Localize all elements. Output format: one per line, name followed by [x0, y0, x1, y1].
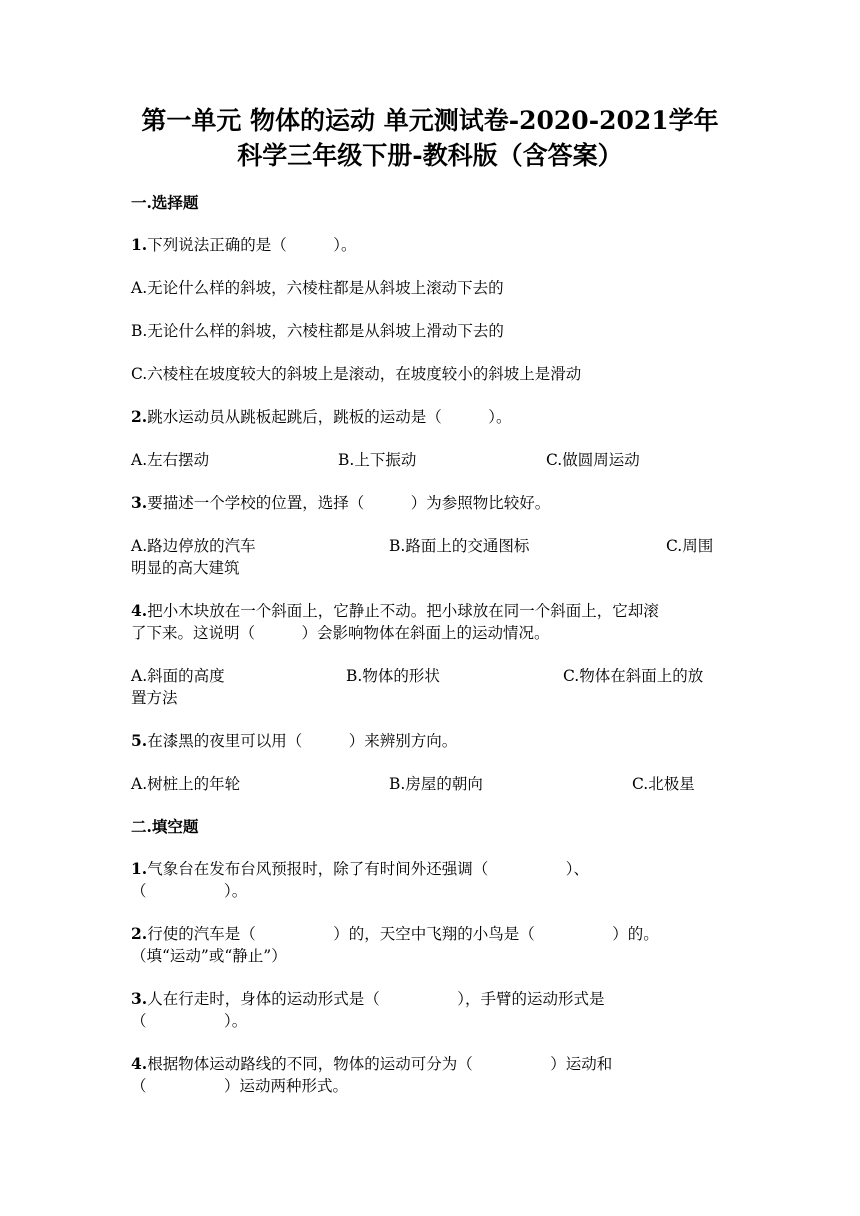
question-text: 根据物体运动路线的不同，物体的运动可分为（ ）运动和	[147, 1055, 613, 1073]
question-number: 4.	[131, 601, 148, 620]
question-3-stem	[131, 492, 550, 514]
fill-question-4-continued: （ ）运动两种形式。	[131, 1077, 349, 1095]
option-b: B.上下振动	[338, 451, 417, 469]
question-number: 2.	[131, 407, 148, 426]
option-a: A.斜面的高度	[131, 667, 225, 685]
fill-question-4	[131, 1053, 612, 1075]
option-b: B.物体的形状	[346, 667, 440, 685]
section-heading-choice: 一.选择题	[131, 193, 199, 212]
option-b: B.无论什么样的斜坡，六棱柱都是从斜坡上滑动下去的	[131, 322, 504, 340]
fill-question-3	[131, 988, 604, 1010]
fill-question-2-continued: （填“运动”或“静止”）	[131, 947, 287, 965]
question-text: 跳水运动员从跳板起跳后，跳板的运动是（ ）。	[147, 408, 512, 426]
option-b: B.路面上的交通图标	[389, 537, 530, 555]
question-text: 要描述一个学校的位置，选择（ ）为参照物比较好。	[147, 494, 551, 512]
option-c: C.北极星	[632, 775, 695, 793]
section-heading-fill-blank: 二.填空题	[131, 817, 199, 836]
question-2-stem	[131, 406, 511, 428]
option-a: A.无论什么样的斜坡，六棱柱都是从斜坡上滚动下去的	[131, 279, 504, 297]
question-number: 1.	[131, 235, 148, 254]
question-text: 在漆黑的夜里可以用（ ）来辨别方向。	[147, 732, 458, 750]
question-4-stem	[131, 600, 659, 622]
question-number: 4.	[131, 1054, 148, 1073]
fill-question-1-continued: （ ）。	[131, 882, 248, 900]
page-title-line1: 第一单元 物体的运动 单元测试卷-2020-2021学年	[141, 106, 719, 135]
question-number: 3.	[131, 493, 148, 512]
question-number: 2.	[131, 924, 148, 943]
question-number: 5.	[131, 731, 148, 750]
fill-question-1	[131, 858, 589, 880]
fill-question-2	[131, 923, 659, 945]
option-c: C.六棱柱在坡度较大的斜坡上是滚动，在坡度较小的斜坡上是滑动	[131, 365, 582, 383]
question-number: 1.	[131, 859, 148, 878]
option-c-continued: 置方法	[131, 689, 178, 707]
option-c-continued: 明显的高大建筑	[131, 559, 240, 577]
option-a: A.路边停放的汽车	[131, 537, 256, 555]
option-c: C.做圆周运动	[546, 451, 640, 469]
option-a: A.左右摆动	[131, 451, 210, 469]
question-text: 气象台在发布台风预报时，除了有时间外还强调（ ）、	[147, 860, 589, 878]
page-title-line2: 科学三年级下册-教科版（含答案）	[237, 141, 623, 170]
fill-question-3-continued: （ ）。	[131, 1012, 248, 1030]
question-text: 行使的汽车是（ ）的，天空中飞翔的小鸟是（ ）的。	[147, 925, 659, 943]
question-text: 把小木块放在一个斜面上，它静止不动。把小球放在同一个斜面上，它却滚	[147, 602, 659, 620]
option-c: C.周围	[666, 537, 714, 555]
question-5-stem	[131, 730, 457, 752]
question-text: 人在行走时，身体的运动形式是（ ），手臂的运动形式是	[147, 990, 605, 1008]
question-1-stem	[131, 234, 356, 256]
question-4-stem-continued: 了下来。这说明（ ）会影响物体在斜面上的运动情况。	[131, 624, 550, 642]
option-b: B.房屋的朝向	[389, 775, 483, 793]
question-text: 下列说法正确的是（ ）。	[147, 236, 357, 254]
option-c: C.物体在斜面上的放	[563, 667, 704, 685]
option-a: A.树桩上的年轮	[131, 775, 241, 793]
question-number: 3.	[131, 989, 148, 1008]
